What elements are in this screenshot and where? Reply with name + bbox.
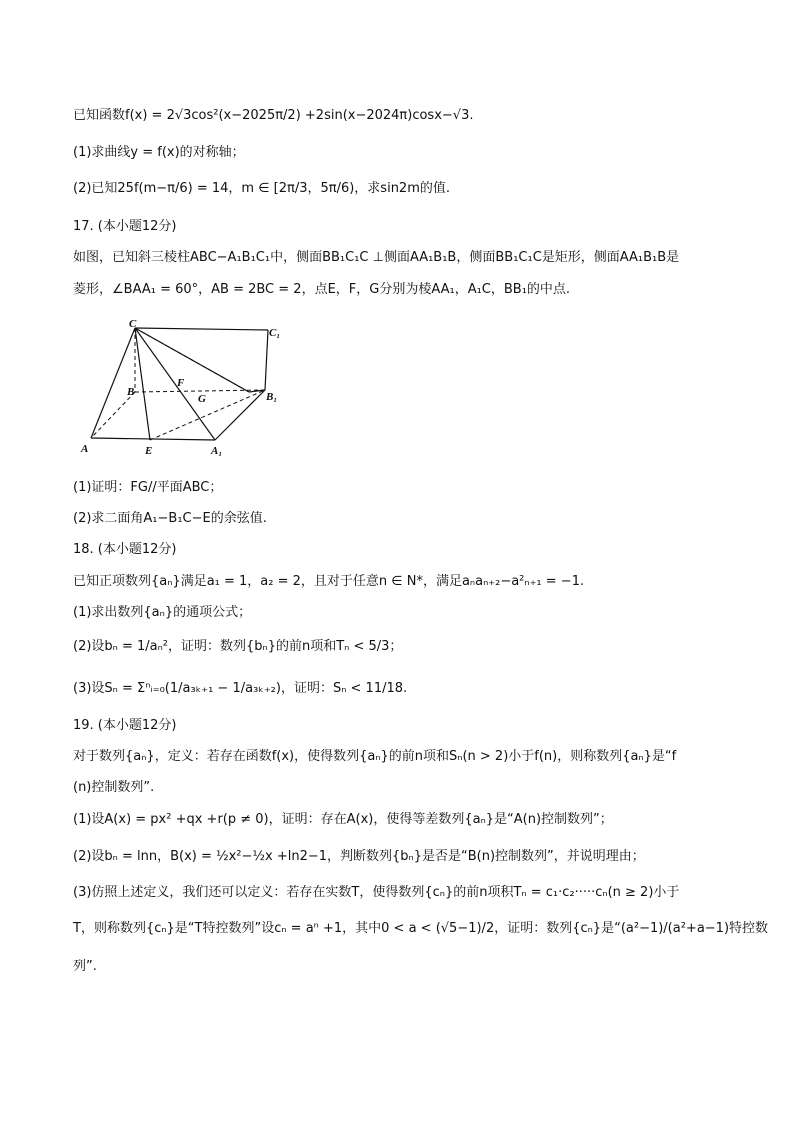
q18-part3: (3)设Sₙ = Σⁿᵢ₌₀(1/a₃ₖ₊₁ − 1/a₃ₖ₊₂)，证明：Sₙ < 11/18. <box>73 681 408 696</box>
q19-part3-line3: 列”. <box>73 959 97 974</box>
label-a1: A₁ <box>211 445 223 457</box>
q16-part2: (2)已知25f(m−π/6) = 14，m ∈ [2π/3，5π/6)，求sin2m的值. <box>73 181 450 196</box>
q19-part3-line2: T，则称数列{cₙ}是“T特控数列”设cₙ = aⁿ +1，其中0 < a < (√5−1)/2，证明：数列{cₙ}是“(a²−1)/(a²+a−1)特控数 <box>73 921 769 936</box>
label-c1: C₁ <box>269 327 281 339</box>
q19-part3-line1: (3)仿照上述定义，我们还可以定义：若存在实数T，使得数列{cₙ}的前n项积Tₙ = c₁·c₂·····cₙ(n ≥ 2)小于 <box>73 885 680 900</box>
label-a: A <box>81 443 89 455</box>
q18-part2: (2)设bₙ = 1/aₙ²，证明：数列{bₙ}的前n项和Tₙ < 5/3； <box>73 639 403 654</box>
prism-figure <box>73 318 293 460</box>
q18-intro: 已知正项数列{aₙ}满足a₁ = 1，a₂ = 2，且对于任意n ∈ N*，满足aₙaₙ₊₂−a²ₙ₊₁ = −1. <box>73 574 585 589</box>
label-b: B <box>127 386 135 398</box>
label-b1: B₁ <box>266 391 278 403</box>
label-f: F <box>177 377 185 389</box>
label-g: G <box>198 393 206 405</box>
q17-header: 17. (本小题12分) <box>73 219 177 234</box>
q18-header: 18. (本小题12分) <box>73 542 177 557</box>
q19-part1: (1)设A(x) = px² +qx +r(p ≠ 0)，证明：存在A(x)，使得等差数列{aₙ}是“A(n)控制数列”； <box>73 812 613 827</box>
q19-header: 19. (本小题12分) <box>73 718 177 733</box>
q19-part2: (2)设bₙ = lnn，B(x) = ½x²−½x +ln2−1，判断数列{bₙ}是否是“B(n)控制数列”，并说明理由； <box>73 849 645 864</box>
q17-intro-line1: 如图，已知斜三棱柱ABC−A₁B₁C₁中，侧面BB₁C₁C ⊥侧面AA₁B₁B，侧面BB₁C₁C是矩形，侧面AA₁B₁B是 <box>73 250 680 265</box>
q16-intro: 已知函数f(x) = 2√3cos²(x−2025π/2) +2sin(x−2024π)cosx−√3. <box>73 108 474 123</box>
q17-intro-line2: 菱形，∠BAA₁ = 60°，AB = 2BC = 2，点E，F，G分别为棱AA₁，A₁C，BB₁的中点. <box>73 282 571 297</box>
label-c: C <box>129 318 137 330</box>
q17-part1: (1)证明：FG//平面ABC； <box>73 480 223 495</box>
q18-part1: (1)求出数列{aₙ}的通项公式； <box>73 605 252 620</box>
q17-part2: (2)求二面角A₁−B₁C−E的余弦值. <box>73 511 267 526</box>
q16-part1: (1)求曲线y = f(x)的对称轴； <box>73 145 245 160</box>
label-e: E <box>145 445 153 457</box>
q19-intro-line2: (n)控制数列”. <box>73 780 155 795</box>
q19-intro-line1: 对于数列{aₙ}，定义：若存在函数f(x)，使得数列{aₙ}的前n项和Sₙ(n > 2)小于f(n)，则称数列{aₙ}是“f <box>73 749 677 764</box>
